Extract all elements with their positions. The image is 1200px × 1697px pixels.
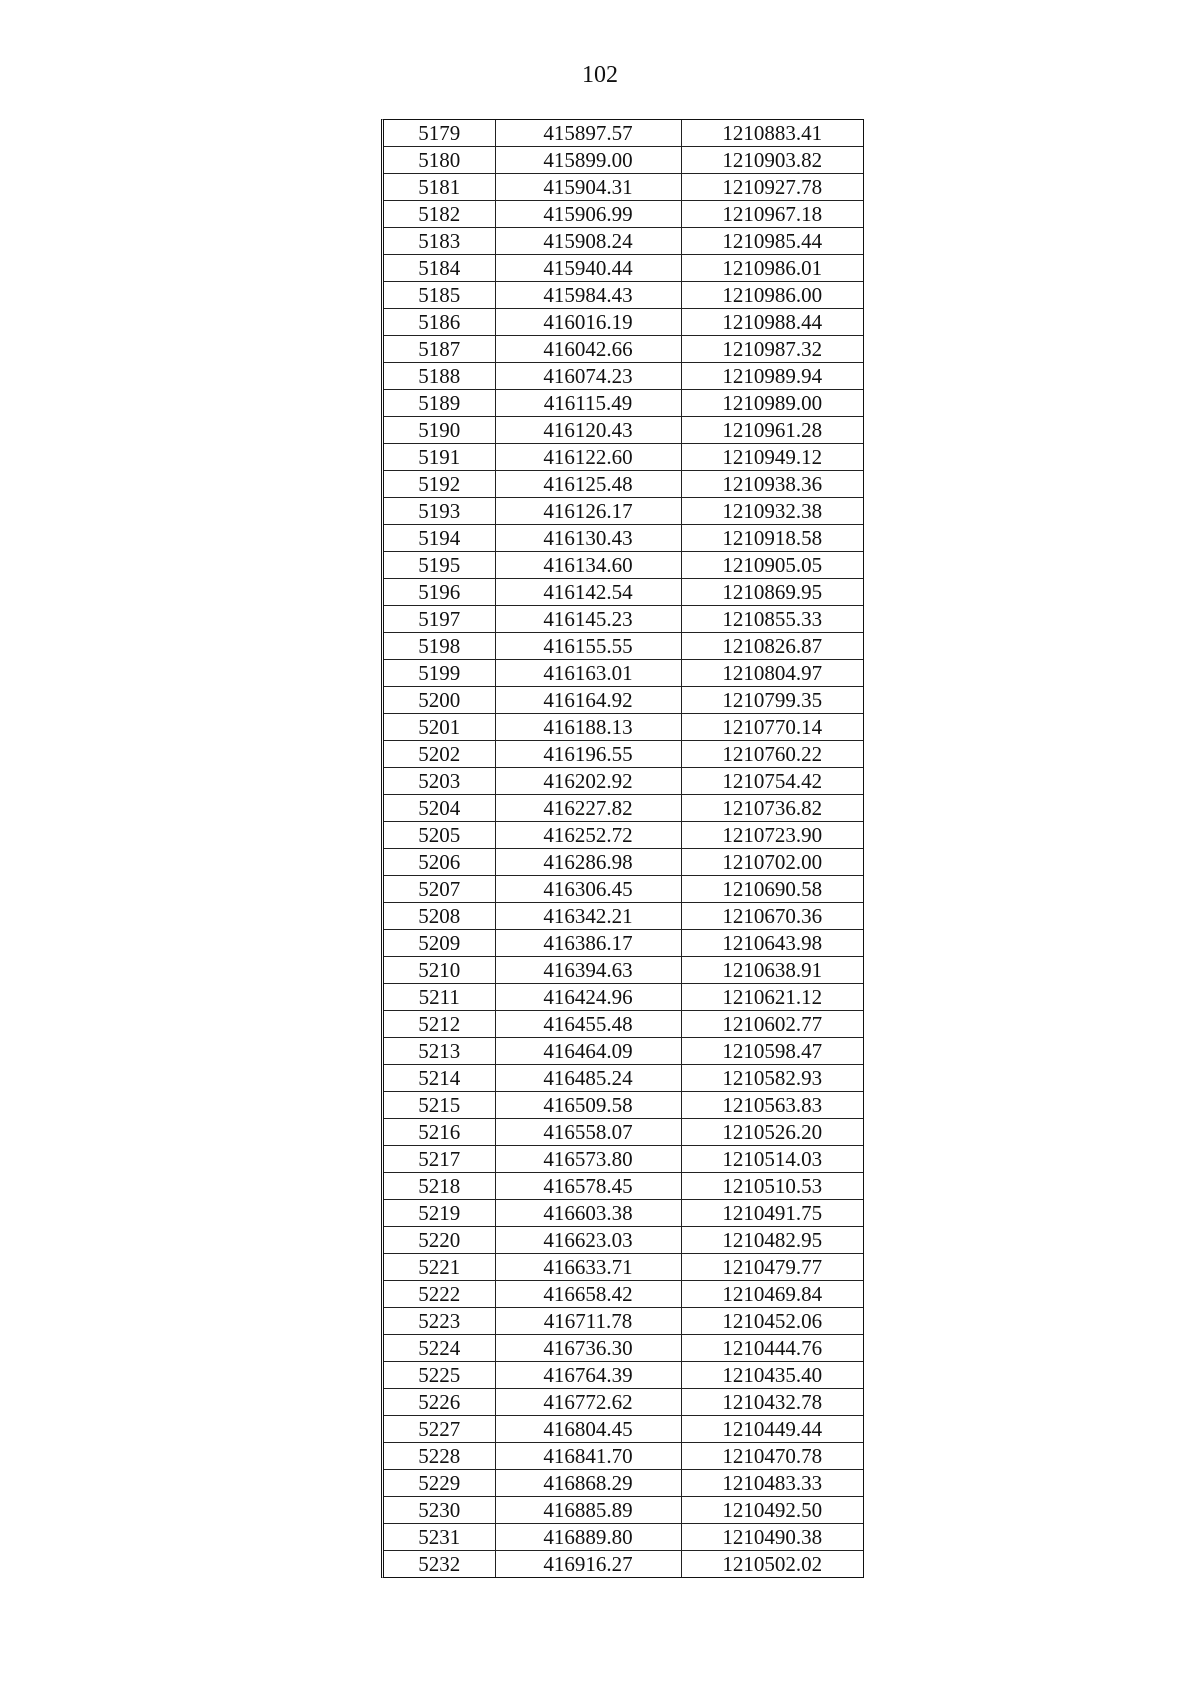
table-row: [384, 525, 863, 552]
y-coordinate-cell: 1210799.35: [681, 687, 863, 714]
table-row: [384, 795, 863, 822]
point-number-cell: 5230: [384, 1497, 495, 1524]
point-number-cell: 5214: [384, 1065, 495, 1092]
x-coordinate-cell: 416196.55: [495, 741, 681, 768]
table-row: [384, 633, 863, 660]
table-row: [384, 660, 863, 687]
point-number-cell: 5224: [384, 1335, 495, 1362]
point-number-cell: 5216: [384, 1119, 495, 1146]
x-coordinate-cell: 416509.58: [495, 1092, 681, 1119]
x-coordinate-cell: 416202.92: [495, 768, 681, 795]
point-number-cell: 5204: [384, 795, 495, 822]
y-coordinate-cell: 1210670.36: [681, 903, 863, 930]
y-coordinate-cell: 1210723.90: [681, 822, 863, 849]
y-coordinate-cell: 1210989.94: [681, 363, 863, 390]
table-row: [384, 471, 863, 498]
y-coordinate-cell: 1210479.77: [681, 1254, 863, 1281]
y-coordinate-cell: 1210449.44: [681, 1416, 863, 1443]
x-coordinate-cell: 416711.78: [495, 1308, 681, 1335]
point-number-cell: 5195: [384, 552, 495, 579]
point-number-cell: 5197: [384, 606, 495, 633]
point-number-cell: 5187: [384, 336, 495, 363]
y-coordinate-cell: 1210563.83: [681, 1092, 863, 1119]
y-coordinate-cell: 1210444.76: [681, 1335, 863, 1362]
x-coordinate-cell: 416155.55: [495, 633, 681, 660]
point-number-cell: 5202: [384, 741, 495, 768]
x-coordinate-cell: 416558.07: [495, 1119, 681, 1146]
x-coordinate-cell: 416227.82: [495, 795, 681, 822]
table-row: [384, 1038, 863, 1065]
x-coordinate-cell: 416122.60: [495, 444, 681, 471]
coordinates-table-frame: [381, 119, 864, 1578]
point-number-cell: 5179: [384, 120, 495, 147]
coordinates-table: [384, 120, 863, 1577]
table-row: [384, 282, 863, 309]
x-coordinate-cell: 416252.72: [495, 822, 681, 849]
point-number-cell: 5191: [384, 444, 495, 471]
y-coordinate-cell: 1210469.84: [681, 1281, 863, 1308]
x-coordinate-cell: 416145.23: [495, 606, 681, 633]
table-row: [384, 822, 863, 849]
y-coordinate-cell: 1210938.36: [681, 471, 863, 498]
point-number-cell: 5212: [384, 1011, 495, 1038]
x-coordinate-cell: 416885.89: [495, 1497, 681, 1524]
x-coordinate-cell: 415899.00: [495, 147, 681, 174]
table-row: [384, 417, 863, 444]
point-number-cell: 5193: [384, 498, 495, 525]
point-number-cell: 5183: [384, 228, 495, 255]
table-row: [384, 741, 863, 768]
y-coordinate-cell: 1210582.93: [681, 1065, 863, 1092]
x-coordinate-cell: 416042.66: [495, 336, 681, 363]
x-coordinate-cell: 416772.62: [495, 1389, 681, 1416]
x-coordinate-cell: 415908.24: [495, 228, 681, 255]
table-row: [384, 228, 863, 255]
point-number-cell: 5184: [384, 255, 495, 282]
table-row: [384, 498, 863, 525]
y-coordinate-cell: 1210903.82: [681, 147, 863, 174]
x-coordinate-cell: 416163.01: [495, 660, 681, 687]
point-number-cell: 5208: [384, 903, 495, 930]
x-coordinate-cell: 416126.17: [495, 498, 681, 525]
table-row: [384, 768, 863, 795]
table-row: [384, 606, 863, 633]
y-coordinate-cell: 1210986.01: [681, 255, 863, 282]
y-coordinate-cell: 1210932.38: [681, 498, 863, 525]
y-coordinate-cell: 1210736.82: [681, 795, 863, 822]
point-number-cell: 5217: [384, 1146, 495, 1173]
point-number-cell: 5194: [384, 525, 495, 552]
point-number-cell: 5203: [384, 768, 495, 795]
y-coordinate-cell: 1210985.44: [681, 228, 863, 255]
table-row: [384, 984, 863, 1011]
point-number-cell: 5211: [384, 984, 495, 1011]
point-number-cell: 5225: [384, 1362, 495, 1389]
y-coordinate-cell: 1210869.95: [681, 579, 863, 606]
table-row: [384, 255, 863, 282]
x-coordinate-cell: 416386.17: [495, 930, 681, 957]
x-coordinate-cell: 416841.70: [495, 1443, 681, 1470]
table-row: [384, 1551, 863, 1578]
x-coordinate-cell: 416868.29: [495, 1470, 681, 1497]
point-number-cell: 5200: [384, 687, 495, 714]
y-coordinate-cell: 1210967.18: [681, 201, 863, 228]
x-coordinate-cell: 416455.48: [495, 1011, 681, 1038]
table-row: [384, 444, 863, 471]
table-row: [384, 1281, 863, 1308]
y-coordinate-cell: 1210602.77: [681, 1011, 863, 1038]
point-number-cell: 5180: [384, 147, 495, 174]
x-coordinate-cell: 416804.45: [495, 1416, 681, 1443]
point-number-cell: 5190: [384, 417, 495, 444]
y-coordinate-cell: 1210490.38: [681, 1524, 863, 1551]
y-coordinate-cell: 1210502.02: [722, 1552, 823, 1576]
point-number-cell: 5182: [384, 201, 495, 228]
x-coordinate-cell: 416658.42: [495, 1281, 681, 1308]
point-number-cell: 5222: [384, 1281, 495, 1308]
x-coordinate-cell: 416306.45: [495, 876, 681, 903]
page-number: 102: [582, 62, 618, 88]
x-coordinate-cell: 415897.57: [495, 120, 681, 147]
table-row: [384, 1092, 863, 1119]
point-number-cell: 5185: [384, 282, 495, 309]
table-row: [384, 201, 863, 228]
y-coordinate-cell: 1210770.14: [681, 714, 863, 741]
x-coordinate-cell: 415940.44: [495, 255, 681, 282]
point-number-cell: 5228: [384, 1443, 495, 1470]
point-number-cell: 5210: [384, 957, 495, 984]
y-coordinate-cell: 1210949.12: [681, 444, 863, 471]
point-number-cell: 5218: [384, 1173, 495, 1200]
x-coordinate-cell: 416464.09: [495, 1038, 681, 1065]
table-row: [384, 1308, 863, 1335]
point-number-cell: 5181: [384, 174, 495, 201]
x-coordinate-cell: 416120.43: [495, 417, 681, 444]
x-coordinate-cell: 416394.63: [495, 957, 681, 984]
table-row: [384, 1011, 863, 1038]
point-number-cell: 5188: [384, 363, 495, 390]
table-row: [384, 309, 863, 336]
x-coordinate-cell: 416424.96: [495, 984, 681, 1011]
y-coordinate-cell: 1210491.75: [681, 1200, 863, 1227]
table-row: [384, 957, 863, 984]
y-coordinate-cell: 1210470.78: [681, 1443, 863, 1470]
x-coordinate-cell: 416736.30: [495, 1335, 681, 1362]
x-coordinate-cell: 416286.98: [495, 849, 681, 876]
table-row: [384, 1470, 863, 1497]
y-coordinate-cell: 1210452.06: [681, 1308, 863, 1335]
y-coordinate-cell: 1210754.42: [681, 768, 863, 795]
table-row: [384, 876, 863, 903]
y-coordinate-cell: 1210482.95: [681, 1227, 863, 1254]
table-row: [384, 1119, 863, 1146]
y-coordinate-cell: 1210961.28: [681, 417, 863, 444]
table-row: [384, 1416, 863, 1443]
y-coordinate-cell: 1210905.05: [681, 552, 863, 579]
y-coordinate-cell: 1210826.87: [681, 633, 863, 660]
y-coordinate-cell: 1210598.47: [681, 1038, 863, 1065]
table-row: [384, 714, 863, 741]
x-coordinate-cell: 416142.54: [495, 579, 681, 606]
x-coordinate-cell: 416764.39: [495, 1362, 681, 1389]
y-coordinate-cell: 1210483.33: [681, 1470, 863, 1497]
table-row: [384, 849, 863, 876]
x-coordinate-cell: 416578.45: [495, 1173, 681, 1200]
table-row: [384, 579, 863, 606]
table-row: [384, 552, 863, 579]
x-coordinate-cell: 416016.19: [495, 309, 681, 336]
table-row: [384, 903, 863, 930]
table-row: [384, 120, 863, 147]
y-coordinate-cell: 1210643.98: [681, 930, 863, 957]
point-number-cell: 5215: [384, 1092, 495, 1119]
table-row: [384, 1524, 863, 1551]
x-coordinate-cell: 416115.49: [495, 390, 681, 417]
y-coordinate-cell: 1210702.00: [681, 849, 863, 876]
point-number-cell: 5205: [384, 822, 495, 849]
y-coordinate-cell: 1210510.53: [681, 1173, 863, 1200]
y-coordinate-cell: 1210690.58: [681, 876, 863, 903]
y-coordinate-cell: 1210435.40: [681, 1362, 863, 1389]
table-row: [384, 1146, 863, 1173]
x-coordinate-cell: 416188.13: [495, 714, 681, 741]
table-row: [384, 174, 863, 201]
table-row: [384, 390, 863, 417]
x-coordinate-cell: 416130.43: [495, 525, 681, 552]
x-coordinate-cell: 416164.92: [495, 687, 681, 714]
point-number-cell: 5196: [384, 579, 495, 606]
table-row: [384, 1173, 863, 1200]
point-number-cell: 5221: [384, 1254, 495, 1281]
point-number-cell: 5189: [384, 390, 495, 417]
y-coordinate-cell: 1210621.12: [681, 984, 863, 1011]
x-coordinate-cell: 416125.48: [495, 471, 681, 498]
point-number-cell: 5213: [384, 1038, 495, 1065]
point-number-cell: 5220: [384, 1227, 495, 1254]
table-row: [384, 1254, 863, 1281]
y-coordinate-cell: 1210986.00: [681, 282, 863, 309]
point-number-cell: 5223: [384, 1308, 495, 1335]
y-coordinate-cell: 1210988.44: [681, 309, 863, 336]
y-coordinate-cell: 1210989.00: [681, 390, 863, 417]
table-row: [384, 1443, 863, 1470]
x-coordinate-cell: 415904.31: [495, 174, 681, 201]
point-number-cell: 5232: [384, 1551, 495, 1578]
y-coordinate-cell: 1210883.41: [681, 120, 863, 147]
point-number-cell: 5231: [384, 1524, 495, 1551]
y-coordinate-cell: 1210760.22: [681, 741, 863, 768]
x-coordinate-cell: 416623.03: [495, 1227, 681, 1254]
table-row: [384, 1362, 863, 1389]
table-row: [384, 363, 863, 390]
y-coordinate-cell: 1210526.20: [681, 1119, 863, 1146]
x-coordinate-cell: 415906.99: [495, 201, 681, 228]
y-coordinate-cell: 1210927.78: [681, 174, 863, 201]
table-row: [384, 1389, 863, 1416]
x-coordinate-cell: 415984.43: [495, 282, 681, 309]
table-row: [384, 1335, 863, 1362]
coordinates-table-body: [384, 120, 863, 1577]
x-coordinate-cell: 416485.24: [495, 1065, 681, 1092]
x-coordinate-cell: 416633.71: [495, 1254, 681, 1281]
x-coordinate-cell: 416342.21: [495, 903, 681, 930]
y-coordinate-cell: 1210492.50: [681, 1497, 863, 1524]
y-coordinate-cell: 1210638.91: [681, 957, 863, 984]
point-number-cell: 5207: [384, 876, 495, 903]
point-number-cell: 5209: [384, 930, 495, 957]
y-coordinate-cell: 1210918.58: [681, 525, 863, 552]
y-coordinate-cell: 1210987.32: [681, 336, 863, 363]
y-coordinate-cell: 1210804.97: [681, 660, 863, 687]
table-row: [384, 147, 863, 174]
point-number-cell: 5201: [384, 714, 495, 741]
y-coordinate-cell: 1210432.78: [681, 1389, 863, 1416]
point-number-cell: 5198: [384, 633, 495, 660]
x-coordinate-cell: 416134.60: [495, 552, 681, 579]
y-coordinate-cell: 1210855.33: [681, 606, 863, 633]
table-row: [384, 1227, 863, 1254]
point-number-cell: 5226: [384, 1389, 495, 1416]
table-row: [384, 336, 863, 363]
point-number-cell: 5199: [384, 660, 495, 687]
point-number-cell: 5229: [384, 1470, 495, 1497]
y-coordinate-cell: 1210514.03: [681, 1146, 863, 1173]
table-row: [384, 1065, 863, 1092]
point-number-cell: 5227: [384, 1416, 495, 1443]
x-coordinate-cell: 416603.38: [495, 1200, 681, 1227]
point-number-cell: 5219: [384, 1200, 495, 1227]
table-row: [384, 687, 863, 714]
x-coordinate-cell: 416074.23: [495, 363, 681, 390]
x-coordinate-cell: 416573.80: [495, 1146, 681, 1173]
table-row: [384, 1200, 863, 1227]
table-row: [384, 930, 863, 957]
x-coordinate-cell: 416916.27: [495, 1551, 681, 1578]
point-number-cell: 5186: [384, 309, 495, 336]
point-number-cell: 5206: [384, 849, 495, 876]
point-number-cell: 5192: [384, 471, 495, 498]
table-row: [384, 1497, 863, 1524]
x-coordinate-cell: 416889.80: [495, 1524, 681, 1551]
